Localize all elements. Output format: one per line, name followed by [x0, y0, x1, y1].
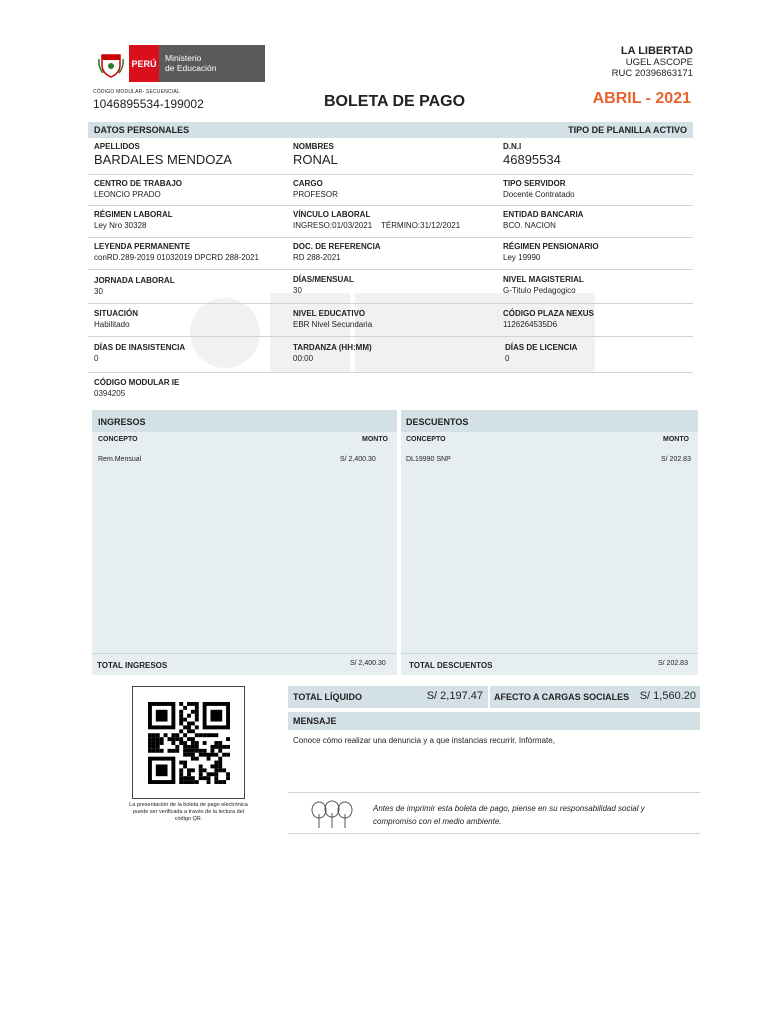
descuentos-panel — [401, 410, 698, 675]
page-title: BOLETA DE PAGO — [324, 93, 466, 110]
region: LA LIBERTAD — [620, 45, 693, 57]
vinculo-field: VÍNCULO LABORAL INGRESO:01/03/2021 TÉRMINO:31/12/2021 — [293, 210, 461, 230]
ingresos-col-concepto: CONCEPTO — [98, 436, 138, 443]
afecto-box — [490, 686, 700, 708]
eco-message: Antes de imprimir esta boleta de pago, piense en su responsabilidad social y compromiso con el medio ambiente. — [373, 804, 645, 826]
tipo-servidor-field: TIPO SERVIDOR Docente Contratado — [503, 179, 575, 199]
afecto-value: S/ 1,560.20 — [639, 690, 696, 702]
divider — [88, 205, 693, 206]
mensaje-header: MENSAJE — [288, 712, 700, 730]
pay-period: ABRIL - 2021 — [592, 90, 691, 107]
codigo-value: 1046895534-199002 — [93, 97, 204, 111]
descuentos-col-monto: MONTO — [663, 436, 689, 443]
ingresos-panel — [92, 410, 397, 675]
regimen-field: RÉGIMEN LABORAL Ley Nro 30328 — [94, 210, 173, 230]
ingresos-row-concepto: Rem.Mensual — [98, 456, 142, 463]
employer-info — [612, 46, 693, 79]
tardanza-field: TARDANZA (HH:MM) 00:00 — [293, 343, 372, 363]
descuentos-col-concepto: CONCEPTO — [406, 436, 446, 443]
divider — [88, 269, 693, 270]
peru-label: PERÚ — [129, 45, 159, 82]
minedu-logo — [93, 45, 265, 82]
nombres-field: NOMBRES RONAL — [293, 142, 338, 167]
apellidos-field: APELLIDOS BARDALES MENDOZA — [94, 142, 232, 167]
leyenda-field: LEYENDA PERMANENTE conRD.289-2019 01032019 DPCRD 288-2021 — [94, 242, 259, 262]
situacion-field: SITUACIÓN Habilitado — [94, 309, 138, 329]
ministry-name: Ministerio de Educación — [159, 45, 265, 82]
ingresos-row-monto: S/ 2,400.30 — [340, 456, 376, 463]
mensaje-text: Conoce cómo realizar una denuncia y a que instancias recurrir. Infórmate, — [293, 736, 555, 745]
entidad-field: ENTIDAD BANCARIA BCO. NACION — [503, 210, 584, 230]
pension-field: RÉGIMEN PENSIONARIO Ley 19990 — [503, 242, 599, 262]
divider — [88, 372, 693, 373]
dias-field: DÍAS/MENSUAL 30 — [293, 275, 354, 295]
total-liquido-box — [288, 686, 488, 708]
nivel-magisterial-field: NIVEL MAGISTERIAL G-Titulo Pedagogico — [503, 275, 584, 295]
centro-field: CENTRO DE TRABAJO LEONCIO PRADO — [94, 179, 183, 199]
ugel: UGEL ASCOPE — [625, 57, 693, 68]
descuentos-row-monto: S/ 202.83 — [661, 456, 691, 463]
total-descuentos-label: TOTAL DESCUENTOS — [409, 661, 493, 670]
dni-field: D.N.I 46895534 — [503, 142, 561, 167]
docref-field: DOC. DE REFERENCIA RD 288-2021 — [293, 242, 381, 262]
divider — [88, 174, 693, 175]
watermark-logo — [180, 288, 600, 378]
trees-icon — [310, 800, 354, 835]
divider — [88, 303, 693, 304]
nivel-educativo-field: NIVEL EDUCATIVO EBR Nivel Secundaria — [293, 309, 373, 329]
total-ingresos-value: S/ 2,400.30 — [350, 660, 386, 667]
divider — [88, 237, 693, 238]
codigo-modular-field: CÓDIGO MODULAR IE 0394205 — [94, 378, 180, 398]
total-liquido-value: S/ 2,197.47 — [426, 690, 483, 702]
tipo-planilla: TIPO DE PLANILLA ACTIVO — [568, 125, 687, 135]
qr-caption: La presentación de la boleta de pago electrónica puede ser verificada a través de la lectura del código QR. — [129, 802, 248, 822]
afecto-label: AFECTO A CARGAS SOCIALES — [494, 692, 630, 702]
divider — [401, 653, 698, 654]
cargo-field: CARGO PROFESOR — [293, 179, 338, 199]
inasistencia-field: DÍAS DE INASISTENCIA 0 — [94, 343, 186, 363]
ingresos-col-monto: MONTO — [362, 436, 388, 443]
jornada-field: JORNADA LABORAL 30 — [94, 276, 175, 296]
plaza-field: CÓDIGO PLAZA NEXUS 1126264535D6 — [503, 309, 594, 329]
section-title: DATOS PERSONALES — [94, 125, 190, 135]
divider — [288, 833, 700, 834]
codigo-label: CÓDIGO MODULAR- SECUENCIAL — [93, 89, 180, 95]
total-ingresos-label: TOTAL INGRESOS — [97, 661, 168, 670]
divider — [288, 792, 700, 793]
total-liquido-label: TOTAL LÍQUIDO — [293, 692, 362, 702]
peru-coat-of-arms-icon — [93, 45, 129, 82]
total-descuentos-value: S/ 202.83 — [658, 660, 688, 667]
descuentos-row-concepto: DL19990 SNP — [406, 456, 451, 463]
qr-code — [132, 686, 245, 799]
divider — [88, 336, 693, 337]
ingresos-header: INGRESOS — [92, 410, 397, 432]
licencia-field: DÍAS DE LICENCIA 0 — [505, 343, 578, 363]
divider — [92, 653, 397, 654]
ruc: RUC 20396863171 — [611, 68, 693, 79]
personal-data-header — [88, 122, 693, 138]
descuentos-header: DESCUENTOS — [401, 410, 698, 432]
